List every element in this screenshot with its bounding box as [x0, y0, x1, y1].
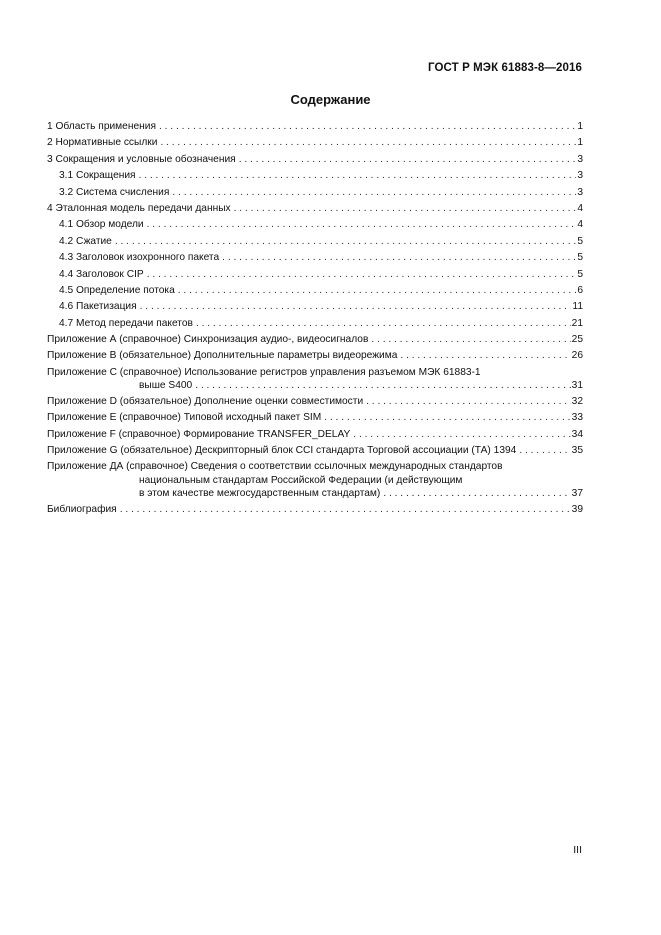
- page-number: III: [573, 844, 582, 856]
- table-of-contents: [47, 119, 583, 518]
- toc-entry-3[interactable]: [47, 152, 583, 168]
- dot-leader: [371, 332, 570, 348]
- toc-entry-page: 39: [571, 503, 583, 515]
- dot-leader: [115, 234, 576, 250]
- dot-leader: [159, 119, 576, 135]
- toc-entry-label: Приложение В (обязательное) Дополнительные параметры видеорежима: [47, 350, 398, 362]
- toc-entry-appendix-da[interactable]: [47, 459, 583, 502]
- dot-leader: [139, 168, 577, 184]
- toc-entry-page: 34: [571, 428, 583, 440]
- toc-entry-page: 21: [571, 317, 583, 329]
- toc-entry-page: 4: [577, 202, 583, 214]
- toc-entry-page: 3: [577, 170, 583, 182]
- toc-entry-appendix-g[interactable]: [47, 443, 583, 459]
- dot-leader: [400, 348, 570, 364]
- toc-entry-label: Приложение F (справочное) Формирование TRANSFER_DELAY: [47, 428, 351, 440]
- toc-entry-3-2[interactable]: [47, 185, 583, 201]
- toc-entry-label: Приложение G (обязательное) Дескрипторный блок CCI стандарта Торговой ассоциации (ТА) 1394: [47, 445, 517, 457]
- toc-entry-4[interactable]: [47, 201, 583, 217]
- toc-entry-label: 4.2 Сжатие: [59, 235, 112, 247]
- toc-entry-appendix-e[interactable]: [47, 410, 583, 426]
- dot-leader: [239, 152, 577, 168]
- toc-entry-label: Библиография: [47, 503, 117, 515]
- toc-title: Содержание: [290, 92, 371, 107]
- toc-entry-appendix-c[interactable]: [47, 365, 583, 394]
- dot-leader: [147, 267, 577, 283]
- toc-entry-label: Приложение D (обязательное) Дополнение оценки совместимости: [47, 395, 364, 407]
- toc-entry-appendix-f[interactable]: [47, 427, 583, 443]
- toc-entry-page: 5: [577, 235, 583, 247]
- toc-entry-label: 4.3 Заголовок изохронного пакета: [59, 252, 220, 264]
- toc-entry-2[interactable]: [47, 135, 583, 151]
- dot-leader: [120, 502, 571, 518]
- dot-leader: [353, 427, 570, 443]
- toc-entry-label: 3 Сокращения и условные обозначения: [47, 153, 236, 165]
- dot-leader: [140, 299, 572, 315]
- toc-entry-label: 2 Нормативные ссылки: [47, 137, 158, 149]
- dot-leader: [324, 410, 570, 426]
- toc-entry-label: 3.2 Система счисления: [59, 186, 170, 198]
- toc-entry-4-5[interactable]: [47, 283, 583, 299]
- toc-entry-label-continued: выше S400: [139, 380, 193, 392]
- toc-entry-appendix-d[interactable]: [47, 394, 583, 410]
- dot-leader: [195, 379, 570, 393]
- dot-leader: [147, 217, 577, 233]
- dot-leader: [383, 487, 570, 501]
- toc-entry-label: 4.6 Пакетизация: [59, 301, 137, 313]
- toc-entry-label: 4.1 Обзор модели: [59, 219, 144, 231]
- dot-leader: [178, 283, 577, 299]
- dot-leader: [222, 250, 576, 266]
- toc-entry-page: 6: [577, 284, 583, 296]
- toc-entry-label-continued: национальным стандартам Российской Федерации (и действующим: [139, 474, 463, 486]
- toc-entry-label: 4.4 Заголовок CIP: [59, 268, 144, 280]
- toc-entry-4-7[interactable]: [47, 316, 583, 332]
- toc-entry-page: 35: [571, 445, 583, 457]
- toc-entry-label: Приложение Е (справочное) Типовой исходный пакет SIM: [47, 412, 322, 424]
- dot-leader: [234, 201, 577, 217]
- toc-entry-page: 26: [571, 350, 583, 362]
- dot-leader: [196, 316, 571, 332]
- toc-entry-3-1[interactable]: [47, 168, 583, 184]
- dot-leader: [519, 443, 570, 459]
- toc-entry-label: Приложение С (справочное) Использование регистров управления разъемом МЭК 61883-1: [47, 366, 481, 378]
- toc-entry-appendix-b[interactable]: [47, 348, 583, 364]
- standard-designation: ГОСТ Р МЭК 61883-8—2016: [428, 62, 582, 74]
- toc-entry-page: 3: [577, 153, 583, 165]
- toc-entry-4-4[interactable]: [47, 267, 583, 283]
- toc-entry-label-continued: в этом качестве межгосударственным стандартам): [139, 488, 381, 500]
- toc-entry-page: 3: [577, 186, 583, 198]
- toc-entry-label: Приложение А (справочное) Синхронизация аудио-, видеосигналов: [47, 334, 369, 346]
- dot-leader: [160, 135, 576, 151]
- toc-entry-4-1[interactable]: [47, 217, 583, 233]
- toc-entry-page: 4: [577, 219, 583, 231]
- toc-entry-label: 4.7 Метод передачи пакетов: [59, 317, 193, 329]
- toc-entry-page: 37: [571, 488, 583, 500]
- toc-entry-page: 33: [571, 412, 583, 424]
- toc-entry-label: 3.1 Сокращения: [59, 170, 136, 182]
- toc-entry-appendix-a[interactable]: [47, 332, 583, 348]
- toc-entry-page: 25: [571, 334, 583, 346]
- toc-entry-page: 5: [577, 252, 583, 264]
- toc-entry-4-2[interactable]: [47, 234, 583, 250]
- toc-entry-label: 4.5 Определение потока: [59, 284, 175, 296]
- toc-entry-label: Приложение ДА (справочное) Сведения о соответствии ссылочных международных стандартов: [47, 461, 503, 473]
- toc-entry-label: 4 Эталонная модель передачи данных: [47, 202, 231, 214]
- toc-entry-label: 1 Область применения: [47, 121, 156, 132]
- toc-entry-bibliography[interactable]: [47, 502, 583, 518]
- toc-entry-page: 32: [571, 395, 583, 407]
- toc-entry-page: 31: [571, 380, 583, 392]
- toc-entry-page: 5: [577, 268, 583, 280]
- toc-entry-4-3[interactable]: [47, 250, 583, 266]
- toc-entry-1[interactable]: [47, 119, 583, 135]
- dot-leader: [366, 394, 571, 410]
- toc-entry-page: 11: [572, 301, 583, 313]
- toc-entry-4-6[interactable]: [47, 299, 583, 315]
- toc-entry-page: 1: [577, 121, 583, 132]
- dot-leader: [172, 185, 576, 201]
- toc-entry-page: 1: [577, 137, 583, 149]
